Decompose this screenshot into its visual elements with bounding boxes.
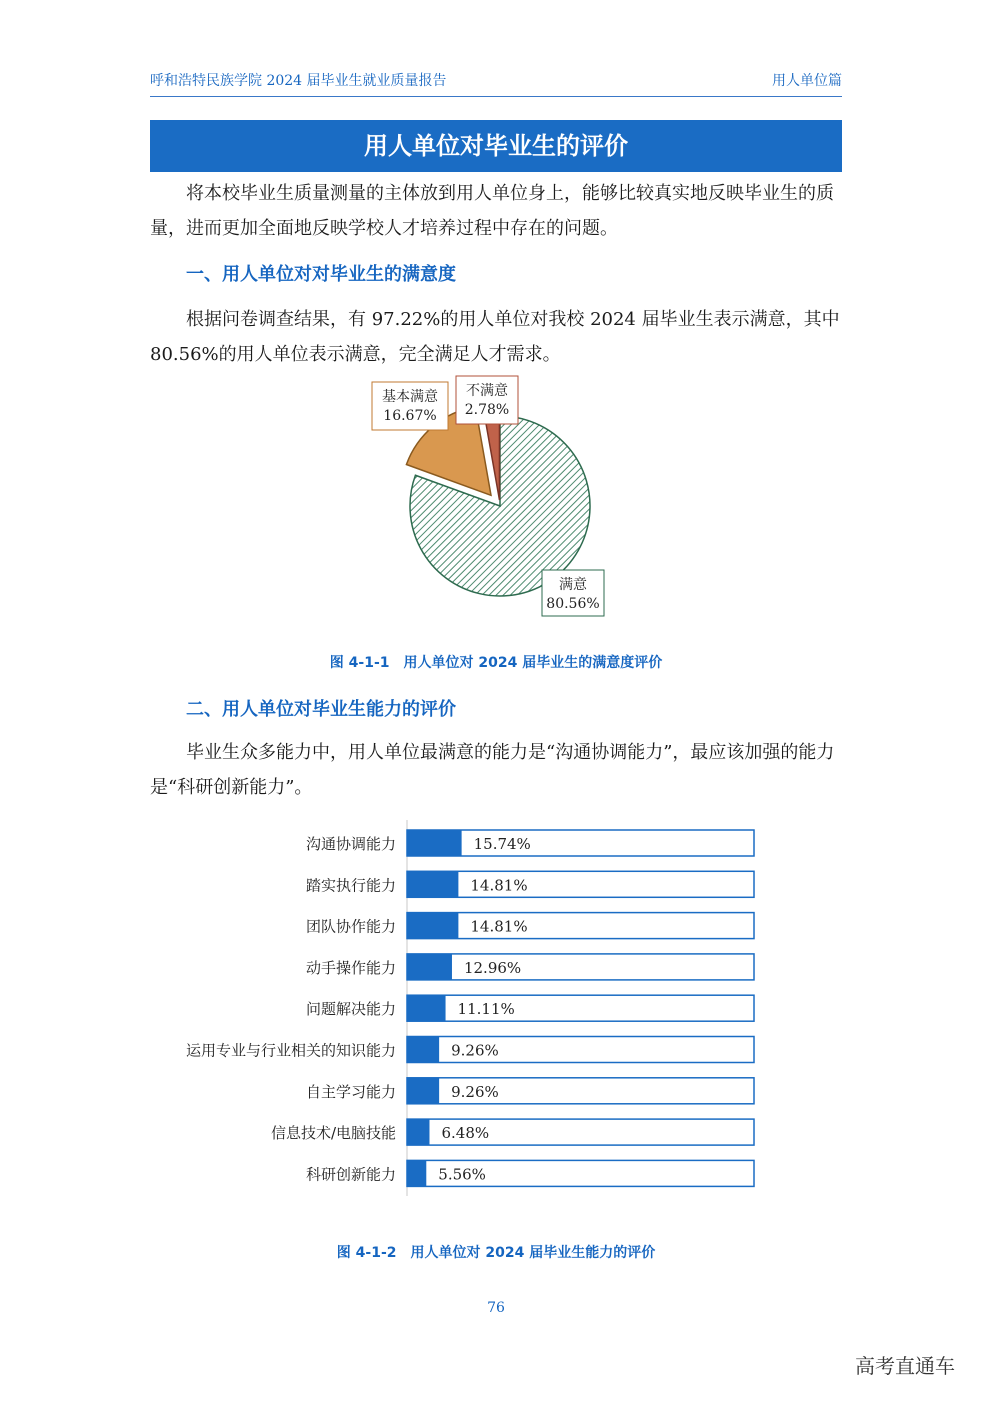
pie-label-value-1: 16.67% [383,408,437,424]
figure-caption-2: 图 4-1-2 用人单位对 2024 届毕业生能力的评价 [336,1245,656,1261]
bar-row [186,1037,754,1063]
satisfaction-paragraph: 根据问卷调查结果，有 97.22%的用人单位对我校 2024 届毕业生表示满意，其中 80.56%的用人单位表示满意，完全满足人才需求。 [150,309,840,365]
bar-row [306,954,754,980]
section-title: 用人单位对毕业生的评价 [150,120,842,172]
bar-category-label: 问题解决能力 [305,1000,396,1019]
bar [407,830,462,856]
heading-satisfaction: 一、用人单位对对毕业生的满意度 [186,264,456,285]
bar [407,1119,429,1145]
satisfaction-pie-chart [360,370,630,620]
header-divider [150,96,842,97]
pie-label-name-0: 满意 [559,577,587,593]
bar-category-label: 动手操作能力 [305,958,396,977]
ability-bar-chart [150,820,842,1200]
heading-ability: 二、用人单位对毕业生能力的评价 [186,699,456,720]
ability-paragraph: 毕业生众多能力中，用人单位最满意的能力是“沟通协调能力”，最应该加强的能力是“科研创新能力”。 [150,742,835,798]
section-name: 用人单位篇 [772,73,842,89]
bar-track [407,954,754,980]
bar-value-label: 15.74% [473,835,531,853]
bar-row [306,913,754,939]
bar-value-label: 5.56% [438,1165,486,1184]
bar [407,913,458,939]
bar-track [407,913,754,939]
bar-category-label: 踏实执行能力 [305,876,396,895]
report-title: 呼和浩特民族学院 2024 届毕业生就业质量报告 [150,73,447,89]
bar-category-label: 自主学习能力 [305,1082,396,1101]
intro-paragraph: 将本校毕业生质量测量的主体放到用人单位身上，能够比较真实地反映毕业生的质量，进而更加全面地反映学校人才培养过程中存在的问题。 [150,183,834,239]
bar-value-label: 14.81% [470,876,528,895]
bar-row [306,1160,754,1186]
watermark: 高考直通车 [855,1354,955,1378]
bar-category-label: 团队协作能力 [305,917,396,936]
pie-label-value-0: 80.56% [546,596,600,612]
bar-row [306,830,754,856]
bar-value-label: 14.81% [470,917,528,936]
bar [407,1078,439,1104]
bar [407,1037,439,1063]
bar-value-label: 11.11% [457,1000,515,1019]
bar-row [306,995,754,1021]
bar [407,995,446,1021]
bar-category-label: 科研创新能力 [305,1165,396,1184]
bar [407,954,452,980]
bar-category-label: 信息技术/电脑技能 [270,1124,396,1143]
pie-label-name-2: 不满意 [466,383,508,399]
page-header [150,70,842,96]
bar [407,871,458,897]
bar-category-label: 沟通协调能力 [305,835,396,853]
bar-value-label: 12.96% [463,958,522,977]
bar-row [306,871,754,897]
pie-label-value-2: 2.78% [464,402,510,418]
bar-row [306,1078,754,1104]
figure-caption-1: 图 4-1-1 用人单位对 2024 届毕业生的满意度评价 [329,655,663,671]
bar-track [407,871,754,897]
bar-value-label: 6.48% [441,1124,490,1143]
bar-value-label: 9.26% [451,1041,499,1060]
bar-category-label: 运用专业与行业相关的知识能力 [185,1041,396,1060]
pie-label-name-1: 基本满意 [382,389,438,405]
bar-value-label: 9.26% [451,1082,499,1101]
bar-row [271,1119,754,1145]
bar [407,1160,426,1186]
page-number: 76 [487,1300,505,1316]
